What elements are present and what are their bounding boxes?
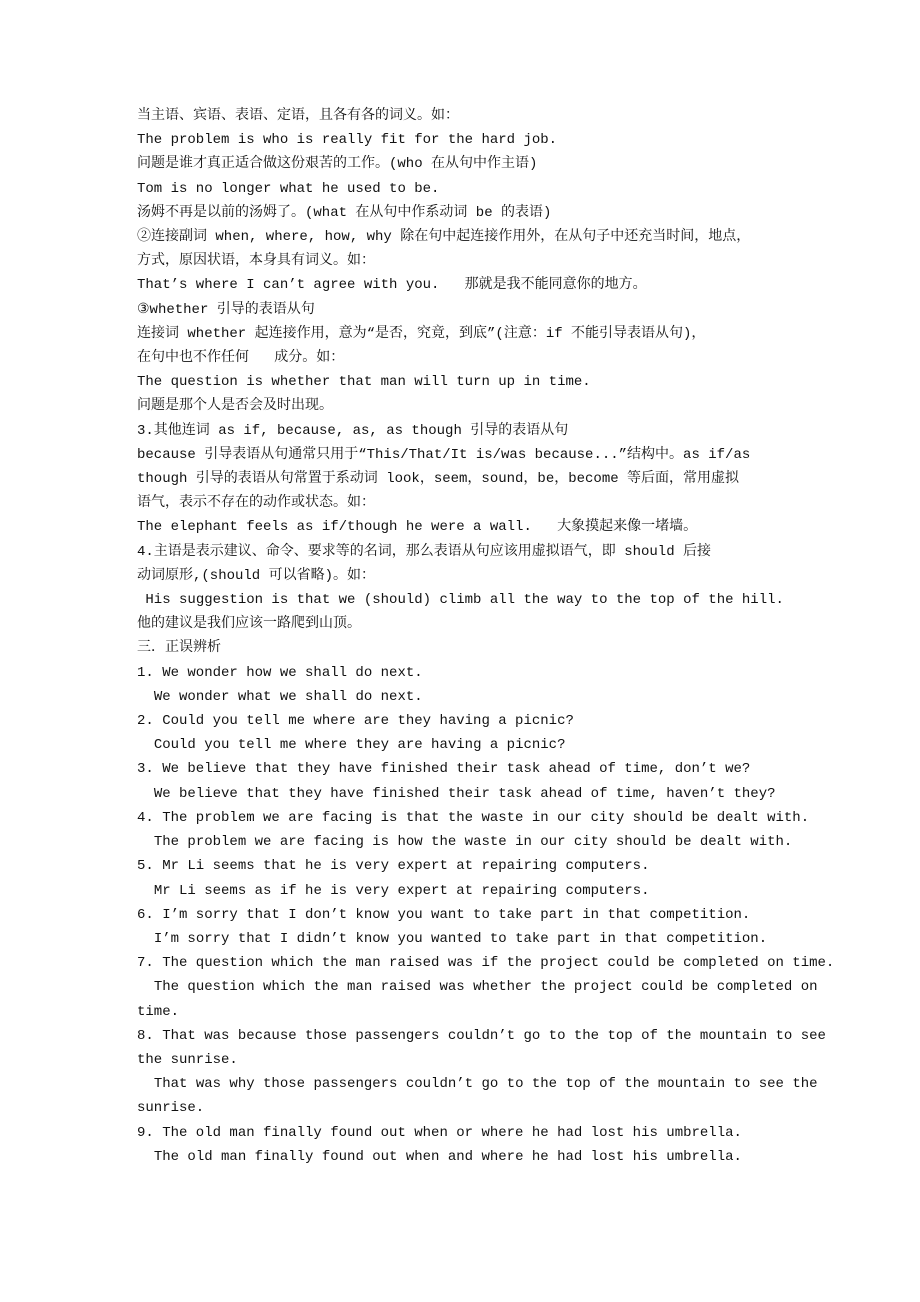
text-line: 问题是谁才真正适合做这份艰苦的工作。(who 在从句中作主语)	[137, 156, 538, 173]
text-line: 7. The question which the man raised was if the project could be completed on time.	[137, 955, 835, 972]
text-line: Mr Li seems as if he is very expert at repairing computers.	[137, 882, 650, 899]
text-line: That was why those passengers couldn’t go to the top of the mountain to see the	[137, 1076, 818, 1093]
text-line: That’s where I can’t agree with you. 那就是我不能同意你的地方。	[137, 277, 647, 294]
text-line: The question which the man raised was whether the project could be completed on	[137, 979, 818, 996]
text-line: 2. Could you tell me where are they having a picnic?	[137, 713, 574, 730]
text-line: We believe that they have finished their task ahead of time, haven’t they?	[137, 785, 776, 802]
text-line: 8. That was because those passengers couldn’t go to the top of the mountain to see	[137, 1027, 826, 1044]
text-line: 连接词 whether 起连接作用，意为“是否，究竟，到底”(注意：if 不能引导表语从句)，	[137, 325, 706, 342]
text-line: I’m sorry that I didn’t know you wanted to take part in that competition.	[137, 930, 768, 947]
text-line: The old man finally found out when and where he had lost his umbrella.	[137, 1148, 742, 1165]
text-line: 当主语、宾语、表语、定语，且各有各的词义。如：	[137, 108, 459, 124]
text-line: His suggestion is that we (should) climb all the way to the top of the hill.	[137, 592, 784, 609]
text-line: 1. We wonder how we shall do next.	[137, 664, 423, 681]
text-line: Tom is no longer what he used to be.	[137, 180, 440, 197]
text-line: 汤姆不再是以前的汤姆了。(what 在从句中作系动词 be 的表语)	[137, 204, 552, 221]
text-line: The problem is who is really fit for the hard job.	[137, 132, 558, 149]
text-line: 动词原形,(should 可以省略)。如：	[137, 567, 376, 584]
text-line: ③whether 引导的表语从句	[137, 301, 315, 318]
document-content	[137, 104, 857, 1169]
text-line: 6. I’m sorry that I don’t know you want to take part in that competition.	[137, 906, 751, 923]
text-line: 方式，原因状语，本身具有词义。如：	[137, 253, 375, 270]
text-line: The problem we are facing is how the waste in our city should be dealt with.	[137, 834, 793, 851]
text-line: 在句中也不作任何 成分。如：	[137, 350, 345, 367]
text-line: the sunrise.	[137, 1051, 238, 1068]
text-line: 3.其他连词 as if, because, as, as though 引导的表语从句	[137, 422, 569, 439]
text-line: We wonder what we shall do next.	[137, 688, 423, 705]
text-line: 3. We believe that they have finished their task ahead of time, don’t we?	[137, 761, 751, 778]
text-line: Could you tell me where they are having a picnic?	[137, 737, 566, 754]
text-line: sunrise.	[137, 1100, 205, 1117]
text-line: 语气，表示不存在的动作或状态。如：	[137, 495, 375, 512]
text-line: 三．正误辨析	[137, 640, 221, 657]
text-line: though 引导的表语从句常置于系动词 look，seem，sound，be，become 等后面，常用虚拟	[137, 471, 740, 488]
text-line: The question is whether that man will turn up in time.	[137, 374, 591, 391]
text-line: 9. The old man finally found out when or where he had lost his umbrella.	[137, 1124, 742, 1141]
text-line: ②连接副词 when, where, how, why 除在句中起连接作用外，在从句子中还充当时间，地点，	[137, 229, 751, 246]
text-line: 他的建议是我们应该一路爬到山顶。	[137, 616, 361, 633]
text-line: 4.主语是表示建议、命令、要求等的名词，那么表语从句应该用虚拟语气，即 should 后接	[137, 543, 712, 560]
text-line: 5. Mr Li seems that he is very expert at repairing computers.	[137, 858, 650, 875]
text-line: because 引导表语从句通常只用于“This/That/It is/was because...”结构中。as if/as	[137, 446, 751, 463]
text-line: The elephant feels as if/though he were a wall. 大象摸起来像一堵墙。	[137, 519, 698, 536]
text-line: 4. The problem we are facing is that the waste in our city should be dealt with.	[137, 809, 810, 826]
text-line: time.	[137, 1003, 180, 1020]
text-line: 问题是那个人是否会及时出现。	[137, 398, 333, 415]
